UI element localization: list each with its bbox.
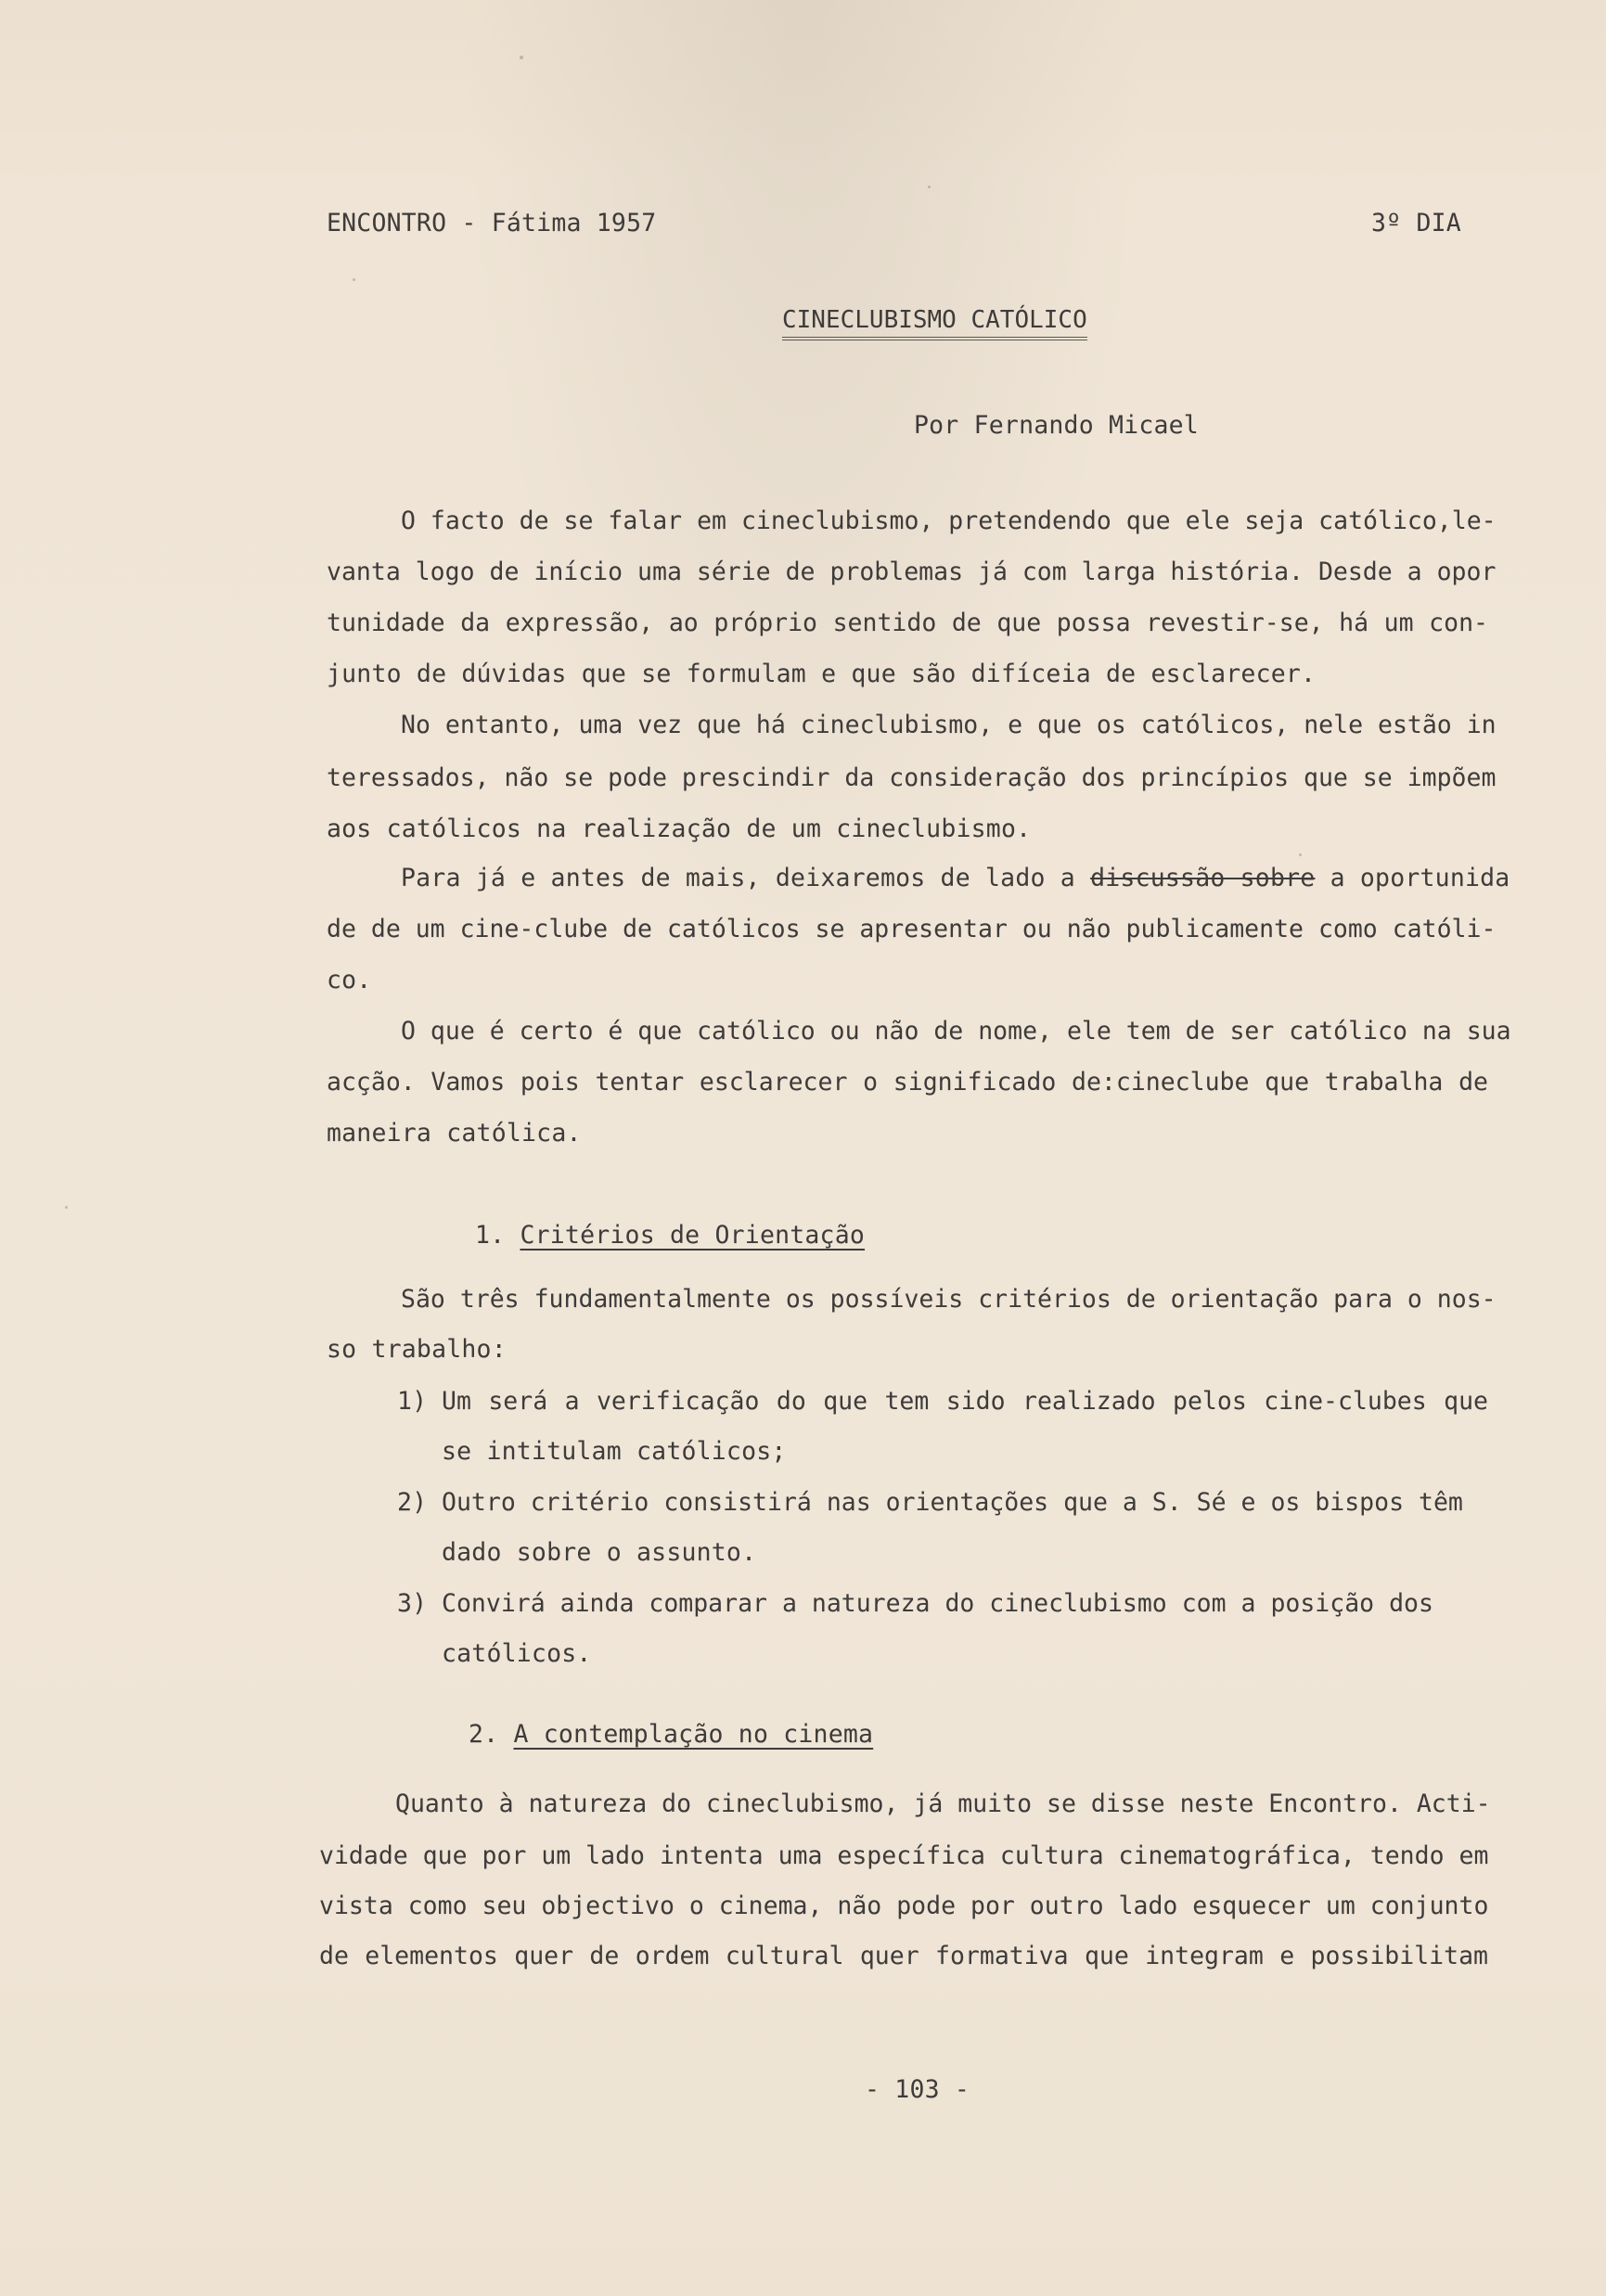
paper-speck [65,1206,68,1209]
paragraph-3-line-2: de de um cine-clube de católicos se apresentar ou não publicamente como católi- [327,915,1497,943]
header-right: 3º DIA [1371,209,1461,237]
paragraph-3-line-3: co. [327,966,372,994]
section-1-heading [475,1220,865,1251]
section-2-heading [469,1719,873,1751]
paper-speck [928,186,931,188]
page-number: - 103 - [865,2075,970,2104]
paragraph-4-line-3: maneira católica. [327,1119,582,1148]
list-item-1-line-2: se intitulam católicos; [442,1437,787,1466]
author-line: Por Fernando Micael [914,411,1199,440]
paragraph-4-line-1: O que é certo é que católico ou não de nome, ele tem de ser católico na sua [401,1017,1511,1045]
header-left: ENCONTRO - Fátima 1957 [327,209,657,237]
section-1-number: 1. [475,1221,506,1250]
paragraph-1-line-1: O facto de se falar em cineclubismo, pretendendo que ele seja católico,le- [401,507,1497,535]
section-1-intro-line-2: so trabalho: [327,1335,507,1364]
list-item-2-line-1: Outro critério consistirá nas orientações que a S. Sé e os bispos têm [442,1488,1463,1517]
list-item-1-line-1: Um será a verificação do que tem sido realizado pelos cine-clubes que [442,1387,1488,1416]
paragraph-3-line-1 [401,863,1510,894]
section-2-line-1: Quanto à natureza do cineclubismo, já muito se disse neste Encontro. Acti- [395,1789,1491,1818]
list-item-3-line-2: católicos. [442,1639,592,1668]
document-title: CINECLUBISMO CATÓLICO [782,304,1087,340]
paper-speck [520,56,523,59]
section-1-intro-line-1: São três fundamentalmente os possíveis critérios de orientação para o nos- [401,1285,1497,1314]
paper-speck [1299,853,1302,856]
list-item-2-line-2: dado sobre o assunto. [442,1538,757,1567]
struck-text: discussão sobre [1090,864,1316,892]
section-1-title: Critérios de Orientação [520,1221,866,1250]
paragraph-1-line-2: vanta logo de início uma série de problemas já com larga história. Desde a opor [327,558,1497,586]
paragraph-2-line-3: aos católicos na realização de um cineclubismo. [327,815,1032,843]
list-item-3-line-1: Convirá ainda comparar a natureza do cineclubismo com a posição dos [442,1589,1433,1618]
paragraph-4-line-2: acção. Vamos pois tentar esclarecer o significado de:cineclube que trabalha de [327,1068,1488,1097]
section-2-line-4: de elementos quer de ordem cultural quer formativa que integram e possibilitam [319,1942,1488,1970]
list-item-2-number: 2) [397,1488,428,1517]
list-item-1-number: 1) [397,1387,428,1416]
section-2-number: 2. [469,1720,499,1749]
section-2-line-2: vidade que por um lado intenta uma específica cultura cinematográfica, tendo em [319,1841,1489,1870]
paragraph-1-line-3: tunidade da expressão, ao próprio sentido de que possa revestir-se, há um con- [327,609,1488,637]
paper-speck [353,278,355,281]
section-2-title: A contemplação no cinema [513,1720,874,1749]
paragraph-1-line-4: junto de dúvidas que se formulam e que são difíceia de esclarecer. [327,660,1317,688]
list-item-3-number: 3) [397,1589,428,1618]
paragraph-3-line-1-end: a oportunida [1315,864,1510,892]
section-2-line-3: vista como seu objectivo o cinema, não pode por outro lado esquecer um conjunto [319,1892,1489,1920]
paragraph-2-line-1: No entanto, uma vez que há cineclubismo, e que os católicos, nele estão in [401,711,1497,739]
paragraph-2-line-2: teressados, não se pode prescindir da consideração dos princípios que se impõem [327,763,1497,792]
paragraph-3-line-1-start: Para já e antes de mais, deixaremos de lado a [401,864,1091,892]
